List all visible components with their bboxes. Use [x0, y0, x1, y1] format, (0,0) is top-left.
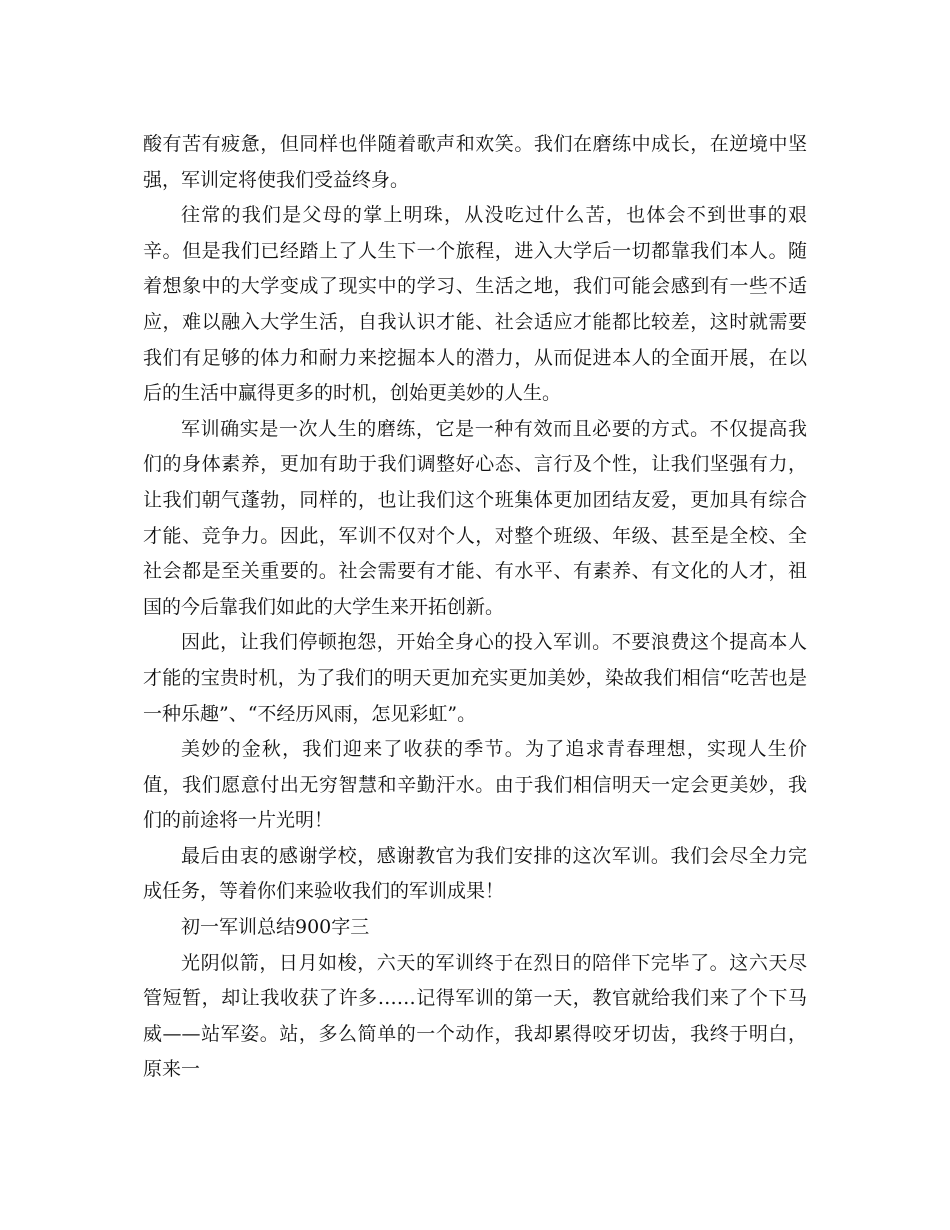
paragraph-3: 军训确实是一次人生的磨练，它是一种有效而且必要的方式。不仅提高我们的身体素养，更加有助于我们调整好心态、言行及个性，让我们坚强有力，让我们朝气蓬勃，同样的，也让我们这个班集体更加团结友爱，更加具有综合才能、竞争力。因此，军训不仅对个人，对整个班级、年级、甚至是全校、全社会都是至关重要的。社会需要有才能、有水平、有素养、有文化的人才，祖国的今后靠我们如此的大学生来开拓创新。	[143, 417, 807, 618]
paragraph-5: 美妙的金秋，我们迎来了收获的季节。为了追求青春理想，实现人生价值，我们愿意付出无穷智慧和辛勤汗水。由于我们相信明天一定会更美妙，我们的前途将一片光明！	[143, 738, 807, 832]
section-heading: 初一军训总结900字三	[181, 916, 370, 939]
document-body	[143, 127, 807, 1088]
paragraph-2: 往常的我们是父母的掌上明珠，从没吃过什么苦，也体会不到世事的艰辛。但是我们已经踏上了人生下一个旅程，进入大学后一切都靠我们本人。随着想象中的大学变成了现实中的学习、生活之地，我们可能会感到有一些不适应，难以融入大学生活，自我认识才能、社会适应才能都比较差，这时就需要我们有足够的体力和耐力来挖掘本人的潜力，从而促进本人的全面开展，在以后的生活中赢得更多的时机，创始更美妙的人生。	[143, 204, 807, 405]
paragraph-1: 酸有苦有疲惫，但同样也伴随着歌声和欢笑。我们在磨练中成长，在逆境中坚强，军训定将使我们受益终身。	[143, 133, 807, 191]
paragraph-4: 因此，让我们停顿抱怨，开始全身心的投入军训。不要浪费这个提高本人才能的宝贵时机，为了我们的明天更加充实更加美妙，染故我们相信“吃苦也是一种乐趣”、“不经历风雨，怎见彩虹”。	[143, 631, 807, 725]
paragraph-7: 光阴似箭，日月如梭，六天的军训终于在烈日的陪伴下完毕了。这六天尽管短暂，却让我收获了许多……记得军训的第一天，教官就给我们来了个下马威——站军姿。站，多么简单的一个动作，我却累得咬牙切齿，我终于明白，原来一	[143, 951, 807, 1081]
paragraph-6: 最后由衷的感谢学校，感谢教官为我们安排的这次军训。我们会尽全力完成任务，等着你们来验收我们的军训成果！	[143, 844, 807, 903]
